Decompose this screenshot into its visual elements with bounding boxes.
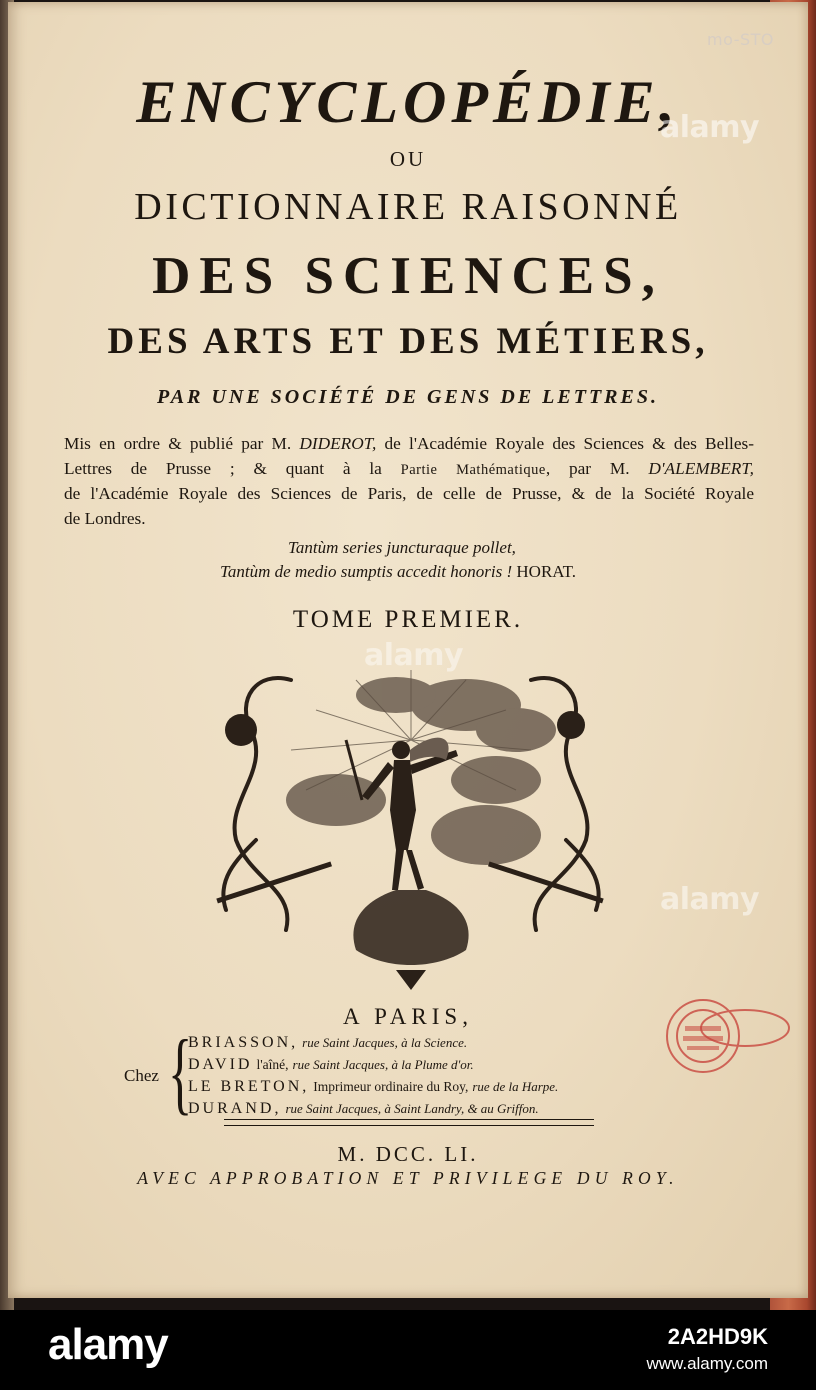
bookseller-david xyxy=(188,1054,558,1076)
bookseller-note: Imprimeur ordinaire du Roy, xyxy=(313,1079,469,1094)
bookseller-name: LE BRETON, xyxy=(188,1078,310,1095)
stock-footer xyxy=(0,1310,816,1390)
clouds-icon xyxy=(286,677,556,865)
credits-line-4: de Londres. xyxy=(64,508,146,528)
image-id: 2A2HD9K xyxy=(667,1324,768,1349)
credits-text: de l'Académie Royale des Sciences & des Belles- xyxy=(376,434,754,453)
publication-date: M. DCC. LI. xyxy=(337,1142,479,1166)
epigraph-text: Tantùm de medio sumptis accedit honoris ! xyxy=(220,562,513,581)
alamy-logo: alamy xyxy=(48,1320,168,1369)
bookseller-name: DURAND, xyxy=(188,1100,282,1117)
main-title: ENCYCLOPÉDIE, xyxy=(136,69,680,135)
bookseller-name: BRIASSON, xyxy=(188,1034,299,1051)
compass-rose-icon xyxy=(557,711,585,739)
authorship-line: PAR UNE SOCIÉTÉ DE GENS DE LETTRES. xyxy=(157,386,659,408)
site-url: www.alamy.com xyxy=(646,1354,768,1373)
watermark: alamy xyxy=(660,110,760,145)
credits-text: , par M. xyxy=(545,458,649,478)
title-page xyxy=(8,2,808,1298)
watermark: alamy xyxy=(364,638,464,673)
subtitle-sciences: DES SCIENCES, xyxy=(152,247,664,305)
catalog-mark: mo-STO xyxy=(707,30,774,49)
booksellers-list xyxy=(188,1032,558,1120)
credits-paragraph xyxy=(64,432,754,531)
volume-title: TOME PREMIER. xyxy=(292,606,524,633)
partie-mathematique: Partie Mathématique xyxy=(400,461,546,478)
chez-label: Chez xyxy=(124,1066,159,1085)
credits-text: Mis en ordre & publié par M. xyxy=(64,434,300,453)
subtitle-ou: OU xyxy=(389,147,427,171)
bookseller-address: rue Saint Jacques, à Saint Landry, & au Griffon. xyxy=(285,1101,539,1116)
editor-name-diderot: DIDEROT, xyxy=(299,434,377,453)
credits-line-1 xyxy=(64,432,754,457)
bookseller-note: l'aîné, xyxy=(256,1057,289,1072)
trophy-left-icon xyxy=(225,714,257,746)
royal-privilege: AVEC APPROBATION ET PRIVILEGE DU ROY. xyxy=(137,1168,679,1188)
engraved-vignette xyxy=(196,650,626,990)
epigraph-author: HORAT. xyxy=(516,562,577,581)
library-stamp xyxy=(663,988,793,1088)
editor-name-dalembert: D'ALEMBERT, xyxy=(648,458,754,478)
bookseller-address: rue Saint Jacques, à la Science. xyxy=(302,1035,468,1050)
bookseller-le-breton xyxy=(188,1076,558,1098)
credits-line-3: de l'Académie Royale des Sciences de Paris, de celle de Prusse, & de la Société Royale xyxy=(64,484,754,503)
bookseller-durand xyxy=(188,1098,558,1120)
place-of-publication: A PARIS, xyxy=(343,1004,473,1029)
epigraph-line-2 xyxy=(220,560,576,584)
epigraph-line-1: Tantùm series juncturaque pollet, xyxy=(288,538,516,557)
brace-icon: { xyxy=(168,1021,193,1123)
subtitle-arts: DES ARTS ET DES MÉTIERS, xyxy=(107,321,709,362)
bookseller-address: rue Saint Jacques, à la Plume d'or. xyxy=(292,1057,474,1072)
subtitle-dictionnaire: DICTIONNAIRE RAISONNÉ xyxy=(134,186,682,228)
bookseller-name: DAVID xyxy=(188,1056,253,1073)
credits-line-2 xyxy=(64,457,754,483)
double-rule xyxy=(224,1119,594,1126)
bookseller-briasson xyxy=(188,1032,558,1054)
bookseller-address: rue de la Harpe. xyxy=(472,1079,559,1094)
credits-text: Lettres de Prusse ; & quant à la xyxy=(64,458,401,478)
watermark: alamy xyxy=(660,882,760,917)
